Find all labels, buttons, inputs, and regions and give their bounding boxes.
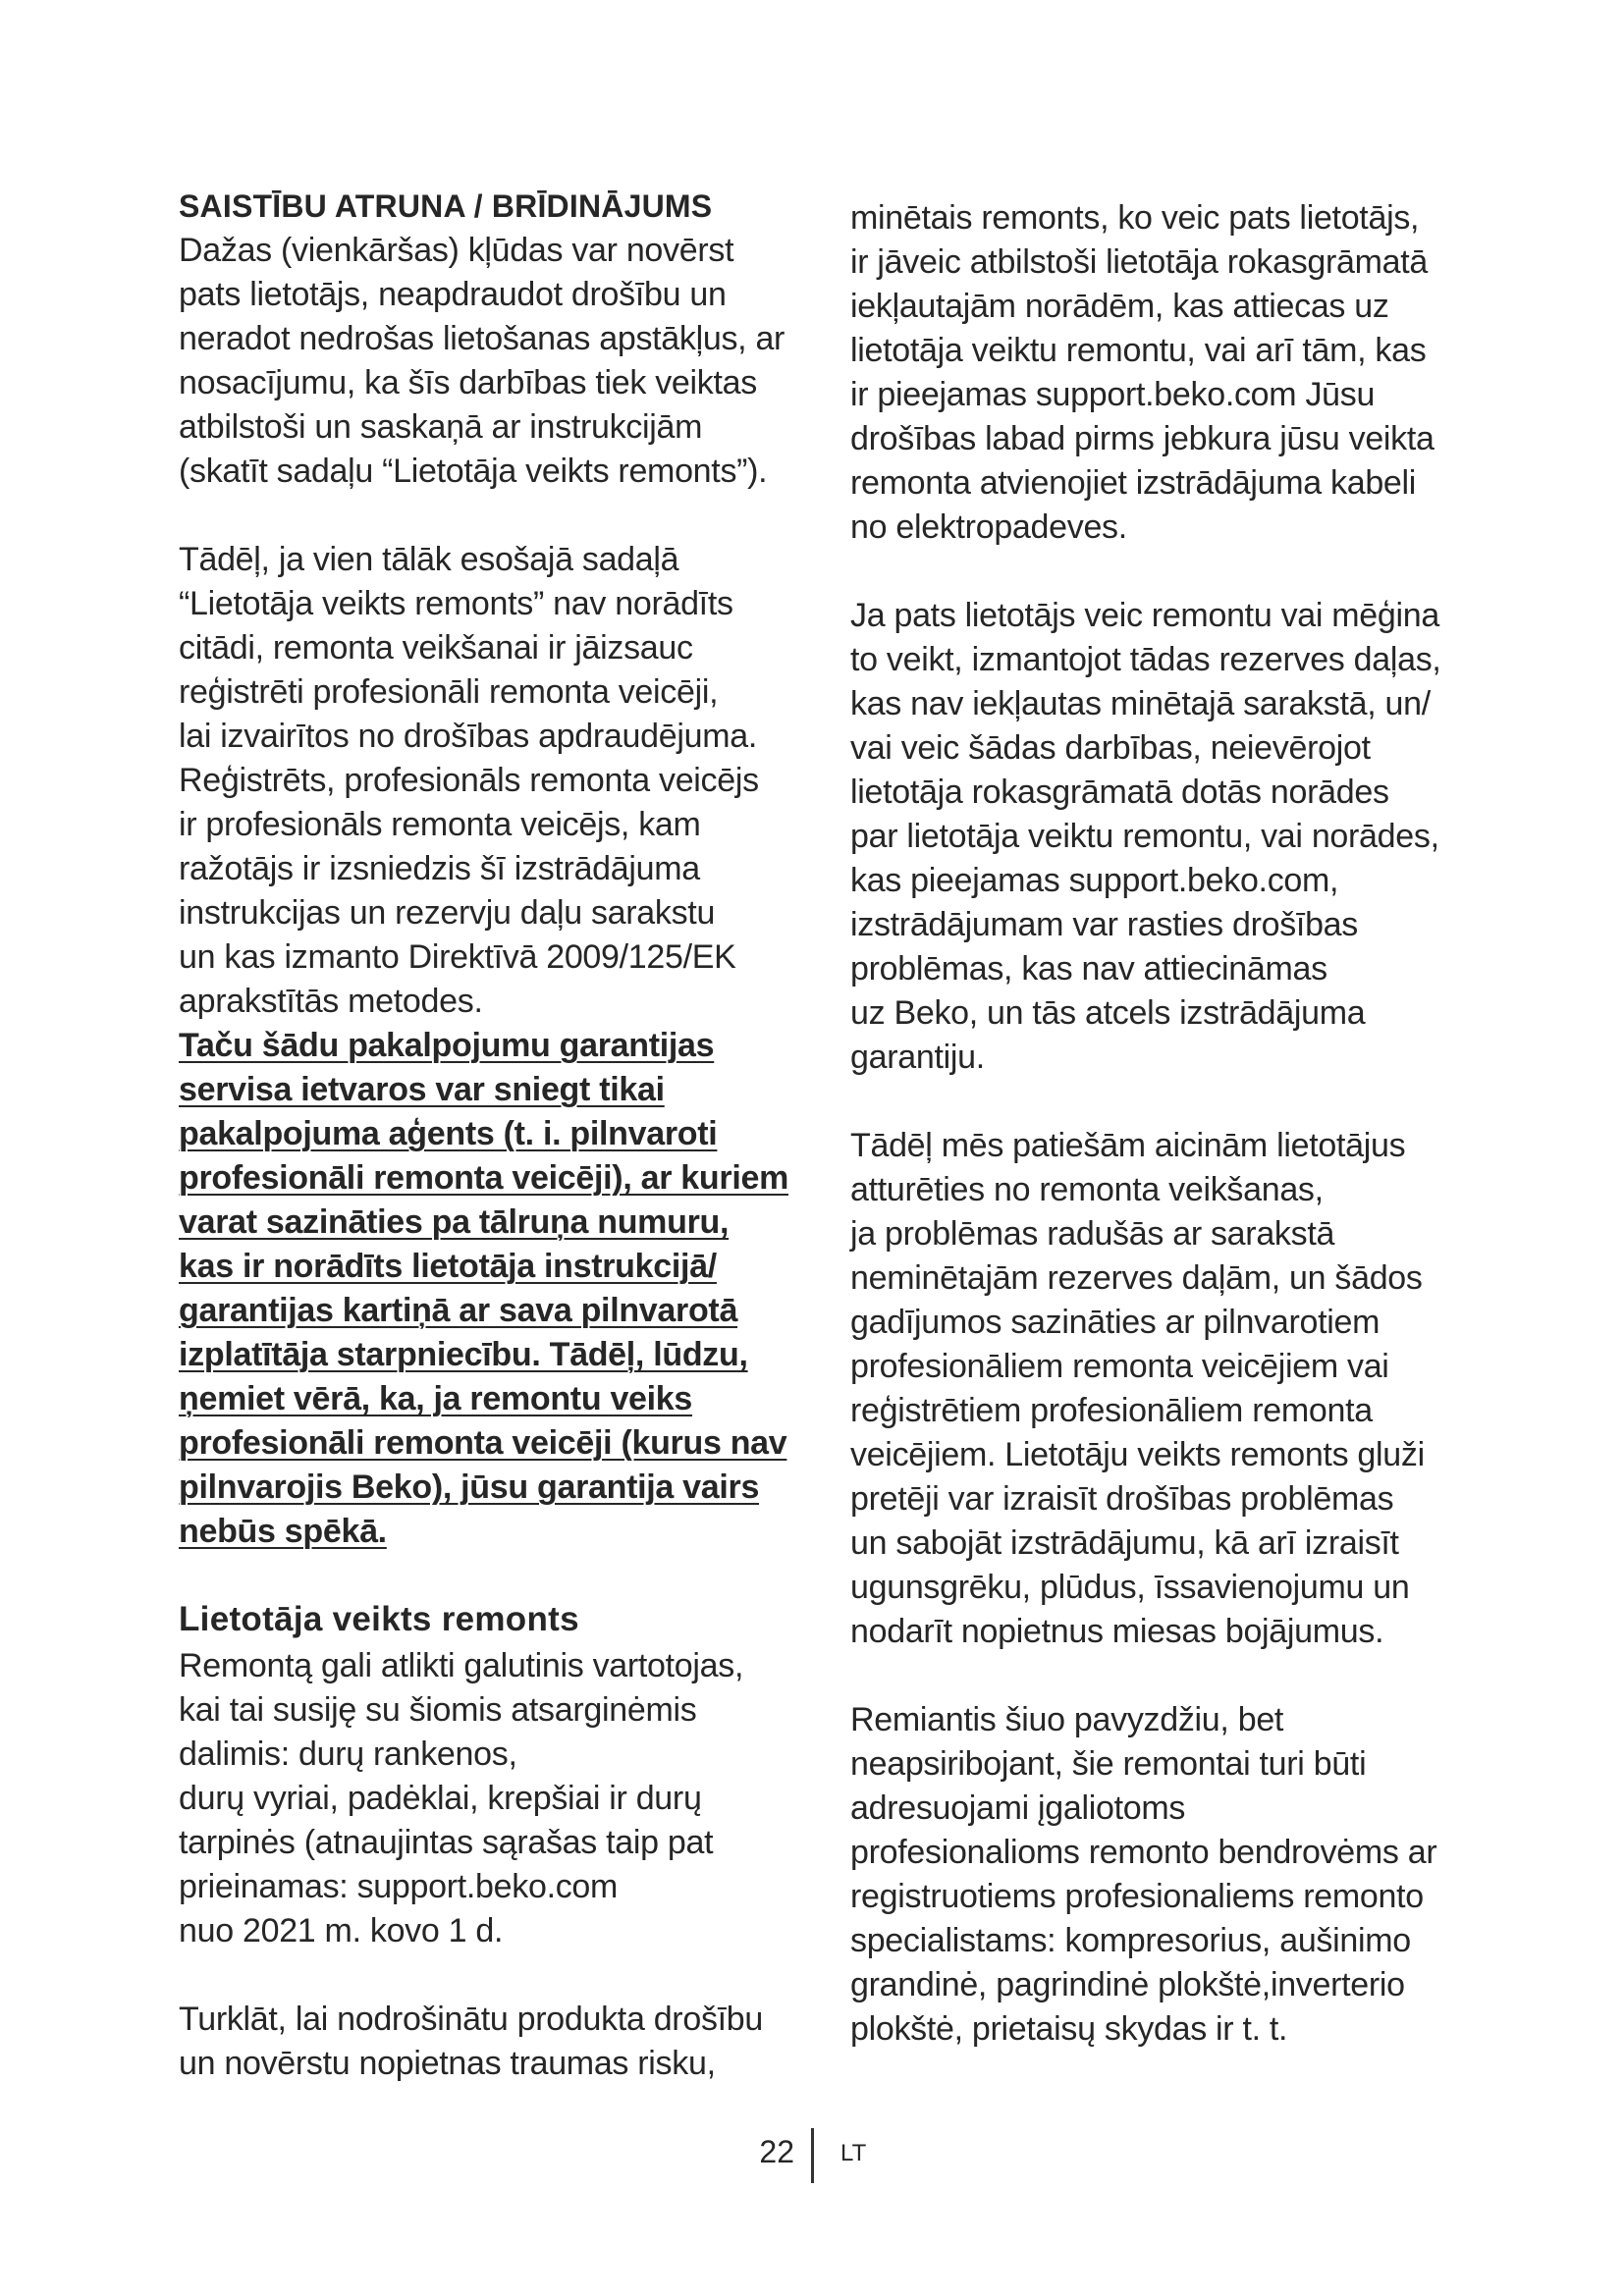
page-number: 22 bbox=[759, 2134, 794, 2169]
text-line: vai veic šādas darbības, neievērojot bbox=[850, 729, 1371, 767]
warning-line: pakalpojuma aģents (t. i. pilnvaroti bbox=[179, 1115, 718, 1152]
right-paragraph-3 bbox=[850, 1124, 1459, 1654]
text-line: lietotāja veiktu remontu, vai arī tām, kas bbox=[850, 332, 1427, 369]
text-line: instrukcijas un rezervju daļu sarakstu bbox=[179, 894, 716, 932]
text-line: pretēji var izraisīt drošības problēmas bbox=[850, 1480, 1394, 1518]
text-line: tarpinės (atnaujintas sąrašas taip pat bbox=[179, 1824, 714, 1861]
text-line: reģistrēti profesionāli remonta veicēji, bbox=[179, 673, 719, 711]
text-line: Turklāt, lai nodrošinātu produkta drošību bbox=[179, 2001, 764, 2038]
right-column bbox=[850, 196, 1459, 2052]
text-line: un novērstu nopietnas traumas risku, bbox=[179, 2045, 716, 2082]
text-line: Ja pats lietotājs veic remontu vai mēģina bbox=[850, 597, 1439, 634]
right-paragraph-1 bbox=[850, 196, 1459, 550]
text-line: specialistams: kompresorius, aušinimo bbox=[850, 1922, 1411, 1959]
disclaimer-heading: SAISTĪBU ATRUNA / BRĪDINĀJUMS bbox=[179, 188, 713, 224]
text-line: neapsiribojant, šie remontai turi būti bbox=[850, 1745, 1367, 1783]
text-line: profesionalioms remonto bendrovėms ar bbox=[850, 1834, 1437, 1871]
text-line: nuo 2021 m. kovo 1 d. bbox=[179, 1912, 504, 1949]
left-column bbox=[179, 185, 807, 2086]
text-line: drošības labad pirms jebkura jūsu veikta bbox=[850, 420, 1435, 457]
text-line: Dažas (vienkāršas) kļūdas var novērst bbox=[179, 232, 734, 269]
page-footer bbox=[0, 2128, 1624, 2183]
text-line: atturēties no remonta veikšanas, bbox=[850, 1171, 1324, 1208]
warning-line: kas ir norādīts lietotāja instrukcijā/ bbox=[179, 1248, 717, 1285]
text-line: gadījumos sazināties ar pilnvarotiem bbox=[850, 1304, 1380, 1341]
text-line: dalimis: durų rankenos, bbox=[179, 1735, 517, 1773]
text-line: Remontą gali atlikti galutinis vartotojas, bbox=[179, 1647, 744, 1684]
text-line: problēmas, kas nav attiecināmas bbox=[850, 950, 1327, 988]
text-line: lietotāja rokasgrāmatā dotās norādes bbox=[850, 774, 1389, 811]
warning-line: Taču šādu pakalpojumu garantijas bbox=[179, 1027, 715, 1064]
text-line: (skatīt sadaļu “Lietotāja veikts remonts”). bbox=[179, 453, 768, 490]
text-line: kai tai susiję su šiomis atsarginėmis bbox=[179, 1691, 697, 1729]
text-line: iekļautajām norādēm, kas attiecas uz bbox=[850, 288, 1389, 325]
text-line: kas nav iekļautas minētajā sarakstā, un/ bbox=[850, 685, 1431, 722]
text-line: registruotiems profesionaliems remonto bbox=[850, 1878, 1424, 1915]
text-line: profesionāliem remonta veicējiem vai bbox=[850, 1348, 1389, 1385]
warning-line: ņemiet vērā, ka, ja remontu veiks bbox=[179, 1380, 693, 1417]
safety-paragraph bbox=[179, 1998, 807, 2086]
warning-line: varat sazināties pa tālruņa numuru, bbox=[179, 1203, 730, 1241]
text-line: to veikt, izmantojot tādas rezerves daļas, bbox=[850, 641, 1441, 678]
text-line: Reģistrēts, profesionāls remonta veicējs bbox=[179, 762, 759, 799]
warning-line: nebūs spēkā. bbox=[179, 1513, 387, 1550]
disclaimer-paragraph-1 bbox=[179, 229, 807, 494]
user-repair-paragraph bbox=[179, 1644, 807, 1953]
disclaimer-paragraph-2 bbox=[179, 538, 807, 1024]
warning-line: profesionāli remonta veicēji), ar kuriem bbox=[179, 1159, 789, 1197]
text-line: reģistrētiem profesionāliem remonta bbox=[850, 1392, 1373, 1429]
text-line: un kas izmanto Direktīvā 2009/125/EK bbox=[179, 938, 736, 976]
text-line: atbilstoši un saskaņā ar instrukcijām bbox=[179, 408, 703, 446]
warning-line: pilnvarojis Beko), jūsu garantija vairs bbox=[179, 1468, 760, 1506]
text-line: kas pieejamas support.beko.com, bbox=[850, 862, 1339, 899]
text-line: minētais remonts, ko veic pats lietotājs, bbox=[850, 199, 1420, 237]
text-line: un sabojāt izstrādājumu, kā arī izraisīt bbox=[850, 1524, 1399, 1562]
text-line: neminētajām rezerves daļām, un šādos bbox=[850, 1259, 1423, 1297]
text-line: remonta atvienojiet izstrādājuma kabeli bbox=[850, 464, 1417, 502]
text-line: garantiju. bbox=[850, 1039, 985, 1076]
text-line: “Lietotāja veikts remonts” nav norādīts bbox=[179, 585, 733, 622]
text-line: Tādēļ, ja vien tālāk esošajā sadaļā bbox=[179, 541, 679, 578]
text-line: plokštė, prietaisų skydas ir t. t. bbox=[850, 2010, 1288, 2048]
text-line: neradot nedrošas lietošanas apstākļus, ar bbox=[179, 320, 785, 357]
language-code: LT bbox=[840, 2140, 867, 2166]
text-line: veicējiem. Lietotāju veikts remonts gluži bbox=[850, 1436, 1425, 1473]
text-line: ir profesionāls remonta veicējs, kam bbox=[179, 806, 701, 843]
text-line: citādi, remonta veikšanai ir jāizsauc bbox=[179, 629, 693, 667]
text-line: adresuojami įgaliotoms bbox=[850, 1789, 1186, 1827]
right-paragraph-2 bbox=[850, 594, 1459, 1080]
warranty-warning bbox=[179, 1024, 807, 1554]
text-line: nodarīt nopietnus miesas bojājumus. bbox=[850, 1613, 1384, 1650]
text-line: durų vyriai, padėklai, krepšiai ir durų bbox=[179, 1780, 702, 1817]
text-line: par lietotāja veiktu remontu, vai norādes, bbox=[850, 818, 1439, 855]
text-line: uz Beko, un tās atcels izstrādājuma bbox=[850, 994, 1366, 1032]
text-line: pats lietotājs, neapdraudot drošību un bbox=[179, 276, 727, 313]
warning-line: izplatītāja starpniecību. Tādēļ, lūdzu, bbox=[179, 1336, 748, 1373]
warning-line: profesionāli remonta veicēji (kurus nav bbox=[179, 1424, 787, 1462]
text-line: ražotājs ir izsniedzis šī izstrādājuma bbox=[179, 850, 700, 887]
text-line: izstrādājumam var rasties drošības bbox=[850, 906, 1358, 943]
text-line: aprakstītās metodes. bbox=[179, 983, 483, 1020]
text-line: Remiantis šiuo pavyzdžiu, bet bbox=[850, 1701, 1284, 1738]
text-line: grandinė, pagrindinė plokštė,inverterio bbox=[850, 1966, 1405, 2003]
text-line: ja problēmas radušās ar sarakstā bbox=[850, 1215, 1335, 1253]
warning-line: servisa ietvaros var sniegt tikai bbox=[179, 1071, 665, 1108]
text-line: prieinamas: support.beko.com bbox=[179, 1868, 619, 1905]
right-paragraph-4 bbox=[850, 1698, 1459, 2052]
section-subheading: Lietotāja veikts remonts bbox=[179, 1600, 579, 1638]
text-line: ugunsgrēku, plūdus, īssavienojumu un bbox=[850, 1569, 1410, 1606]
text-line: lai izvairītos no drošības apdraudējuma. bbox=[179, 718, 757, 755]
text-line: no elektropadeves. bbox=[850, 508, 1127, 546]
text-line: nosacījumu, ka šīs darbības tiek veiktas bbox=[179, 364, 757, 401]
warning-line: garantijas kartiņā ar sava pilnvarotā bbox=[179, 1292, 738, 1329]
text-line: ir pieejamas support.beko.com Jūsu bbox=[850, 376, 1376, 413]
footer-divider bbox=[811, 2128, 814, 2183]
text-line: ir jāveic atbilstoši lietotāja rokasgrāmatā bbox=[850, 243, 1429, 281]
text-line: Tādēļ mēs patiešām aicinām lietotājus bbox=[850, 1127, 1406, 1164]
